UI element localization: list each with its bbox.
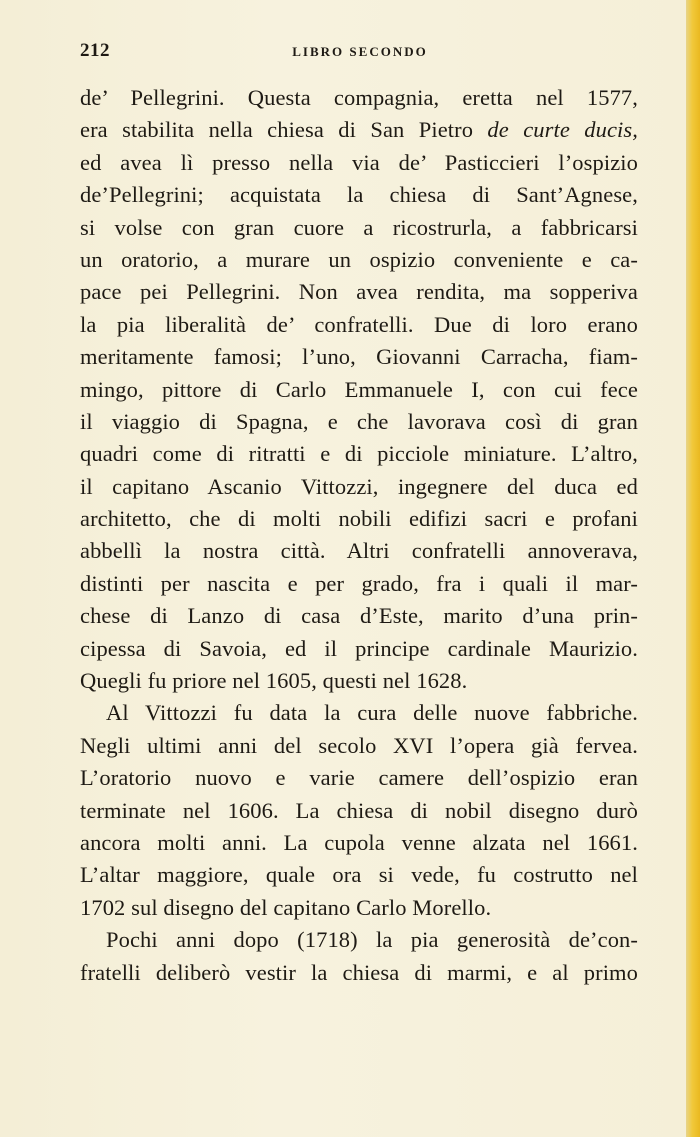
text-line: il viaggio di Spagna, e che lavorava così di gran bbox=[80, 408, 638, 434]
text-line: de’Pellegrini; acquistata la chiesa di Sant’Agnese, bbox=[80, 182, 638, 208]
text-line: mingo, pittore di Carlo Emmanuele I, con cui fece bbox=[80, 376, 638, 402]
text-line: de’ Pellegrini. Questa compagnia, eretta nel 1577, bbox=[80, 85, 638, 110]
text-line: quadri come di ritratti e di picciole miniature. L’altro, bbox=[80, 441, 638, 467]
text-line: L’oratorio nuovo e varie camere dell’ospizio eran bbox=[80, 765, 638, 791]
text-line: fratelli deliberò vestir la chiesa di marmi, e al primo bbox=[80, 959, 638, 985]
text-line: meritamente famosi; l’uno, Giovanni Carracha, fiam- bbox=[80, 344, 638, 370]
text-line: ancora molti anni. La cupola venne alzata nel 1661. bbox=[80, 829, 638, 855]
text-line: ed avea lì presso nella via de’ Pasticcieri l’ospizio bbox=[80, 149, 638, 175]
text-line: L’altar maggiore, quale ora si vede, fu costrutto nel bbox=[80, 862, 638, 888]
text-line: la pia liberalità de’ confratelli. Due di loro erano bbox=[80, 311, 638, 337]
text-fragment: era stabilita nella chiesa di San Pietro bbox=[80, 117, 474, 143]
page-header bbox=[80, 38, 640, 68]
page-edge bbox=[686, 0, 700, 1137]
text-line: Pochi anni dopo (1718) la pia generosità de’con- bbox=[106, 927, 638, 953]
text-line: abbellì la nostra città. Altri confratelli annoverava, bbox=[80, 538, 638, 564]
text-line: distinti per nascita e per grado, fra i quali il mar- bbox=[80, 570, 638, 596]
text-line: si volse con gran cuore a ricostrurla, a fabbricarsi bbox=[80, 214, 638, 240]
italic-phrase: de curte ducis, bbox=[487, 117, 638, 143]
text-line: un oratorio, a murare un ospizio conveniente e ca- bbox=[80, 246, 638, 272]
body-text bbox=[80, 82, 638, 989]
text-line bbox=[80, 114, 638, 146]
text-line: architetto, che di molti nobili edifizi sacri e profani bbox=[80, 506, 638, 532]
text-line: Negli ultimi anni del secolo XVI l’opera già fervea. bbox=[80, 732, 638, 758]
text-line: cipessa di Savoia, ed il principe cardinale Maurizio. bbox=[80, 635, 638, 661]
text-line: chese di Lanzo di casa d’Este, marito d’una prin- bbox=[80, 603, 638, 629]
text-line: 1702 sul disegno del capitano Carlo Morello. bbox=[80, 894, 492, 920]
text-line: terminate nel 1606. La chiesa di nobil disegno durò bbox=[80, 797, 638, 823]
text-line: pace pei Pellegrini. Non avea rendita, ma sopperiva bbox=[80, 279, 638, 305]
text-line: Quegli fu priore nel 1605, questi nel 1628. bbox=[80, 668, 468, 694]
running-head: LIBRO SECONDO bbox=[292, 44, 428, 59]
text-line: il capitano Ascanio Vittozzi, ingegnere del duca ed bbox=[80, 473, 638, 499]
text-line: Al Vittozzi fu data la cura delle nuove fabbriche. bbox=[106, 700, 638, 726]
page-number: 212 bbox=[80, 40, 110, 61]
